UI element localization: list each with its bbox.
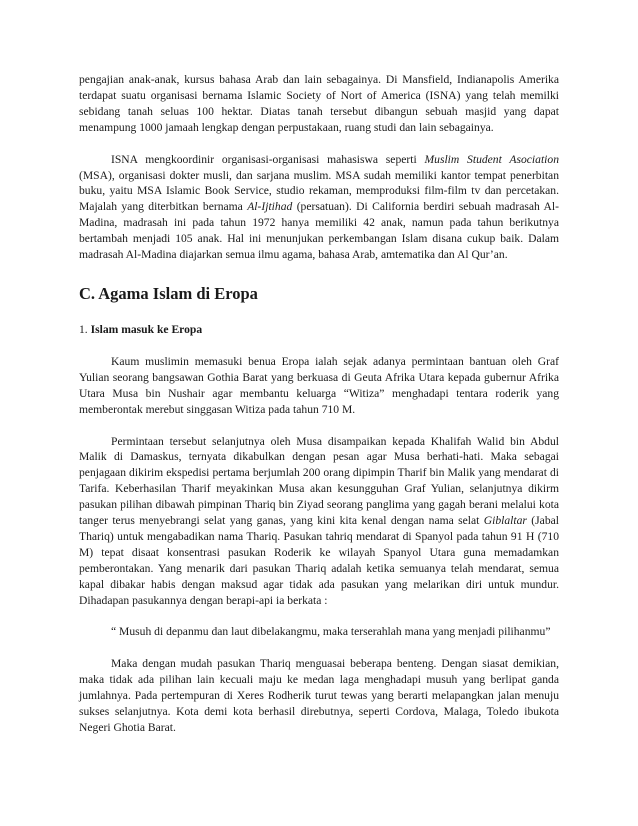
paragraph-muslim-entry: Kaum muslimin memasuki benua Eropa ialah sejak adanya permintaan bantuan oleh Graf Yulian seorang bangsawan Gothia Barat yang berkuasa di Geuta Afrika Utara kepada gubernur Afrika Utara Musa bin Nushair agar membantu keluarga “Witiza” menghadapi tentara roderik yang memberontak merebut singgasan Witiza pada tahun 710 M.: [79, 354, 559, 416]
italic-term: Muslim Student Asociation: [424, 152, 559, 166]
paragraph-isna-organizations: [79, 152, 559, 263]
subsection-heading: [79, 322, 559, 338]
text-run: (persatuan). Di California berdiri sebuah madrasah Al-Madina, madrasah ini pada tahun 1972 hanya memiliki 42 anak, namun pada tahun berikutnya bertambah menjadi 105 anak. Hal ini menunjukan perkembangan Islam disana cukup baik. Dalam madrasah Al-Madina diajarkan semua ilmu agama, bahasa Arab, amtematika dan Al Qur’an.: [79, 200, 559, 262]
text-run: ISNA mengkoordinir organisasi-organisasi mahasiswa seperti: [111, 152, 425, 166]
italic-term: Giblaltar: [483, 514, 527, 528]
paragraph-conquest: Maka dengan mudah pasukan Thariq menguasai beberapa benteng. Dengan siasat demikian, maka tidak ada pilihan lain kecuali maju ke medan laga menghadapi musuh yang berlipat ganda jumlahnya. Pada pertempuran di Xeres Rodherik turut tewas yang berarti melapangkan jalan menuju sukses selanjutnya. Kota demi kota berhasil direbutnya, seperti Cordova, Malaga, Toledo ibukota Negeri Ghotia Barat.: [79, 657, 559, 734]
quote-paragraph: “ Musuh di depanmu dan laut dibelakangmu, maka terserahlah mana yang menjadi pilihanmu”: [111, 625, 551, 639]
text-run: (Jabal Thariq) untuk mengabadikan nama Thariq. Pasukan tahriq mendarat di Spanyol pada tahun 91 H (710 M) tepat disaat konsentrasi pasukan Roderik ke wilayah Spanyol Utara guna memadamkan pemberontakan. Yang menarik dari pasukan Thariq adalah ketika semuanya telah mendarat, semua kapal dibakar habis dengan maksud agar tidak ada pasukan yang melarikan diri untuk mundur. Dihadapan pasukannya dengan berapi-api ia berkata :: [79, 514, 559, 607]
text-run: Permintaan tersebut selanjutnya oleh Musa disampaikan kepada Khalifah Walid bin Abdul Malik di Damaskus, ternyata dikabulkan dengan pesan agar Musa berhati-hati. Maka sebagai penjagaan dikirim ekspedisi pertama berjumlah 200 orang dipimpin Tharif bin Malik yang mendarat di Tarifa. Keberhasilan Tharif meyakinkan Musa akan kesungguhan Graf Yulian, selanjutnya dikirm pasukan pilihan dibawah pimpinan Thariq bin Ziyad seorang panglima yang gagah berani melalui kota tanger terus menyebrangi selat yang ganas, yang kini kita kenal dengan nama selat: [79, 434, 559, 528]
subsection-number: 1.: [79, 322, 91, 336]
paragraph-isna-intro: pengajian anak-anak, kursus bahasa Arab dan lain sebagainya. Di Mansfield, Indianapolis Amerika terdapat suatu organisasi bernama Islamic Society of Nort of America (ISNA) yang telah memilki sebidang tanah seluas 100 hektar. Diatas tanah tersebut dibangun sebuah masjid yang dapat menampung 1000 jamaah lengkap dengan perpustakaan, ruang studi dan lain sebagainya.: [79, 73, 559, 134]
italic-term: Al-Ijtihad: [247, 200, 293, 214]
text-run: (MSA), organisasi dokter musli, dan sarjana muslim. MSA sudah memiliki kantor tempat penerbitan buku, yaitu MSA Islamic Book Service, studio rekaman, memproduksi film-film tv dan percetakan. Majalah yang diterbitkan bernama: [79, 168, 559, 214]
subsection-title: Islam masuk ke Eropa: [90, 322, 203, 336]
section-heading: C. Agama Islam di Eropa: [79, 283, 258, 303]
paragraph-thariq-expedition: [79, 434, 559, 609]
